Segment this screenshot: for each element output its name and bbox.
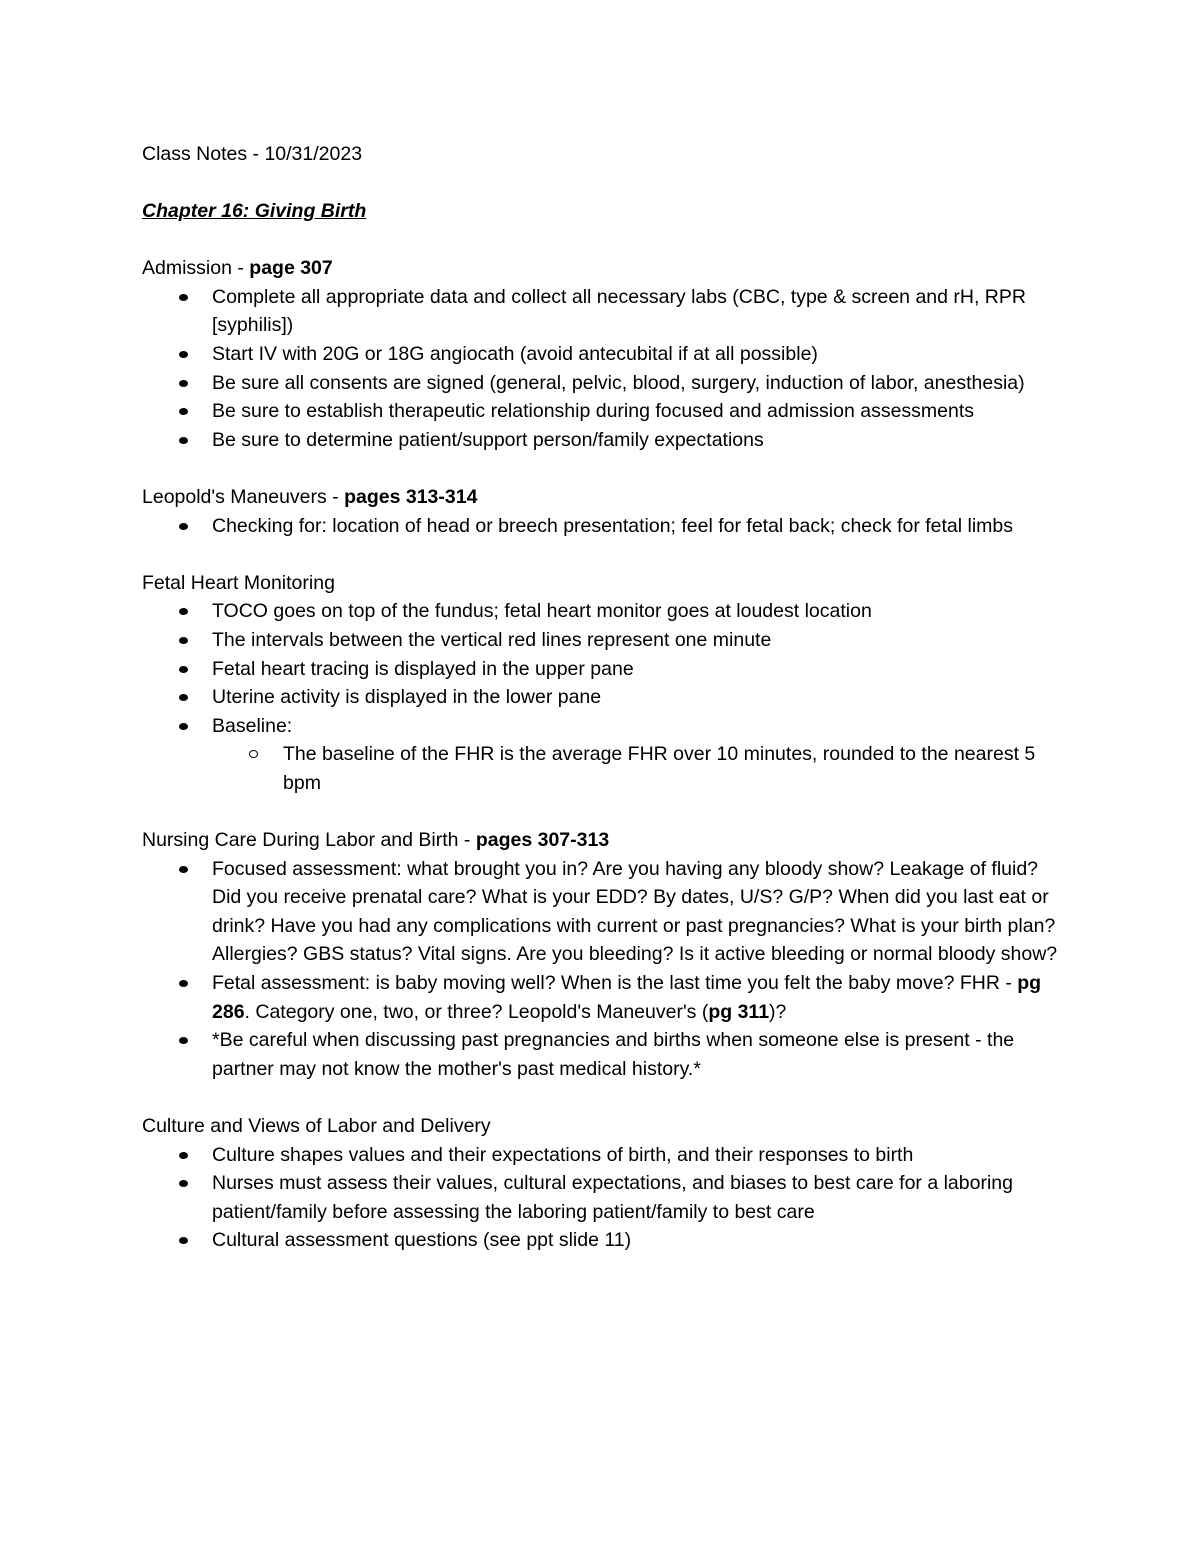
list-item: The intervals between the vertical red lines represent one minute [212,626,1072,655]
list-item: TOCO goes on top of the fundus; fetal heart monitor goes at loudest location [212,597,1072,626]
heading-text: Leopold's Maneuvers - [142,485,345,508]
section-heading [142,483,1072,512]
list-item: Complete all appropriate data and collect all necessary labs (CBC, type & screen and rH, RPR [syphilis]) [212,283,1072,340]
list-item: Start IV with 20G or 18G angiocath (avoid antecubital if at all possible) [212,340,1072,369]
list-item-text: . Category one, two, or three? Leopold's Maneuver's ( [244,1000,709,1023]
section-fetal-heart-monitoring [142,569,1072,798]
bullet-list [142,855,1072,1084]
section-heading: Fetal Heart Monitoring [142,571,335,594]
chapter-title: Chapter 16: Giving Birth [142,200,367,222]
list-item: Culture shapes values and their expectations of birth, and their responses to birth [212,1141,1072,1170]
list-item: Be sure all consents are signed (general, pelvic, blood, surgery, induction of labor, anesthesia) [212,369,1072,398]
section-culture-views [142,1112,1072,1255]
bullet-list [142,512,1072,541]
list-item: Cultural assessment questions (see ppt slide 11) [212,1226,1072,1255]
bullet-list [142,1141,1072,1255]
list-item: Nurses must assess their values, cultural expectations, and biases to best care for a laboring patient/family before assessing the laboring patient/family to best care [212,1169,1072,1226]
bullet-list [142,597,1072,797]
section-admission [142,254,1072,454]
document-page [142,140,1072,1255]
heading-text: Nursing Care During Labor and Birth - [142,829,476,852]
section-heading: Culture and Views of Labor and Delivery [142,1115,491,1137]
list-item: Checking for: location of head or breech presentation; feel for fetal back; check for fetal limbs [212,512,1072,541]
sub-bullet-list [212,740,1072,797]
list-item: Be sure to establish therapeutic relationship during focused and admission assessments [212,397,1072,426]
list-item-baseline [212,712,1072,798]
list-item: *Be careful when discussing past pregnancies and births when someone else is present - the partner may not know the mother's past medical history.* [212,1026,1072,1083]
list-item-fetal-assessment [212,969,1072,1026]
list-item-text: Fetal assessment: is baby moving well? When is the last time you felt the baby move? FHR - [212,972,1018,995]
document-title: Class Notes - 10/31/2023 [142,143,363,165]
section-heading [142,826,1072,855]
list-item: Be sure to determine patient/support person/family expectations [212,426,1072,455]
page-reference: pg 311 [708,1000,770,1023]
section-nursing-care [142,826,1072,1083]
sub-list-item: The baseline of the FHR is the average FHR over 10 minutes, rounded to the nearest 5 bpm [283,740,1072,797]
bullet-list [142,283,1072,455]
list-item-text: )? [769,1000,787,1023]
page-reference: pg 286 [212,972,1042,1023]
list-item-text: Baseline: [212,714,293,737]
section-leopold-maneuvers [142,483,1072,540]
section-heading [142,254,1072,283]
list-item: Fetal heart tracing is displayed in the upper pane [212,655,1072,684]
page-reference: page 307 [249,257,333,280]
page-reference: pages 307-313 [475,829,610,852]
list-item: Focused assessment: what brought you in? Are you having any bloody show? Leakage of fluid? Did you receive prenatal care? What is your EDD? By dates, U/S? G/P? When did you last eat or drink? Have you had any complications with current or past pregnancies? What is your birth plan? Allergies? GBS status? Vital signs. Are you bleeding? Is it active bleeding or normal bloody show? [212,855,1072,969]
heading-text: Admission - [142,257,250,280]
list-item: Uterine activity is displayed in the lower pane [212,683,1072,712]
page-reference: pages 313-314 [344,485,478,508]
